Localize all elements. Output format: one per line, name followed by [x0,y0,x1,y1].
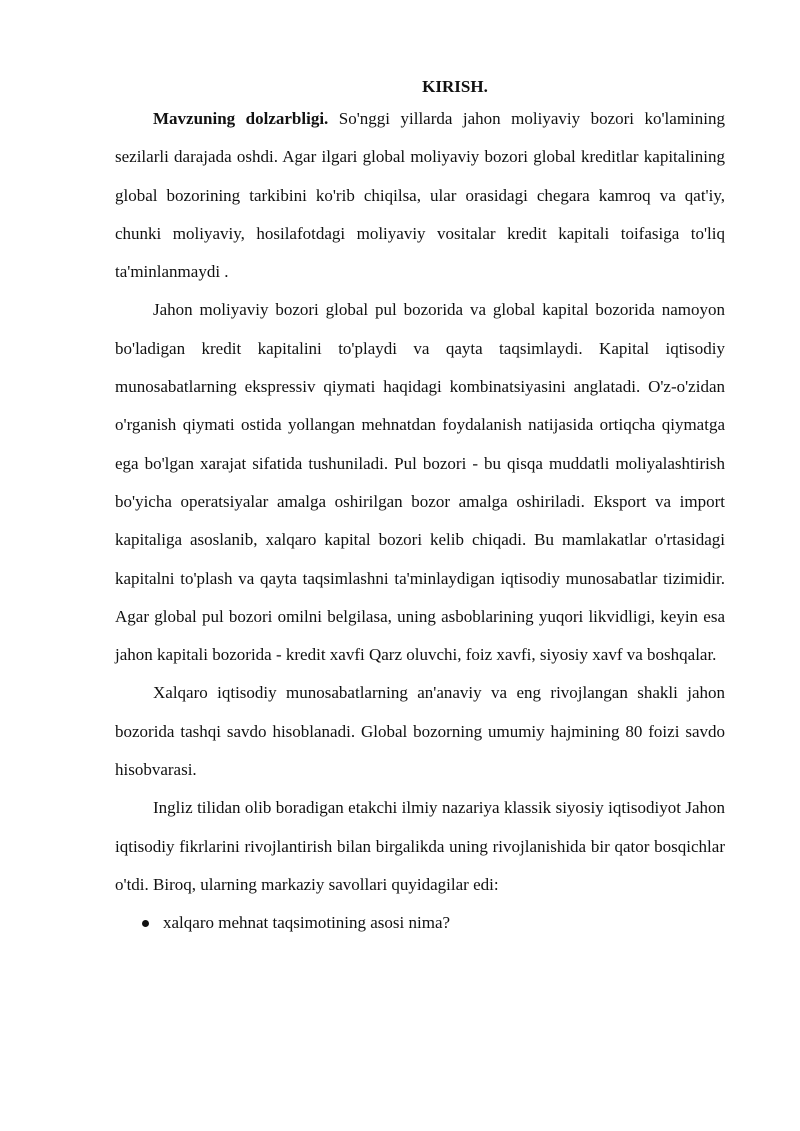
document-title: KIRISH. [422,77,488,96]
paragraph-text: So'nggi yillarda jahon moliyaviy bozori ko'lamining sezilarli darajada oshdi. Agar ilgari global moliyaviy bozori global kreditlar kapitalining global bozorining tarkibini ko'rib chiqilsa, ular orasidagi chegara kamroq va qat'iy, chunki moliyaviy, hosilafotdagi moliyaviy vositalar kredit kapitali toifasiga to'liq ta'minlanmaydi . [115,109,725,282]
paragraph-lead: Mavzuning dolzarbligi. [153,109,329,128]
paragraph-2: Jahon moliyaviy bozori global pul bozorida va global kapital bozorida namoyon bo'ladigan kredit kapitalini to'playdi va qayta taqsimlaydi. Kapital iqtisodiy munosabatlarning ekspressiv qiymati haqidagi kombinatsiyasini anglatadi. O'z-o'zidan o'rganish qiymati ostida yollangan mehnatdan foydalanish natijasida ortiqcha qiymatga ega bo'lgan xarajat sifatida tushuniladi. Pul bozori - bu qisqa muddatli moliyalashtirish bo'yicha operatsiyalar amalga oshirilgan bozor amalga oshiriladi. Eksport va import kapitaliga asoslanib, xalqaro kapital bozori kelib chiqadi. Bu mamlakatlar o'rtasidagi kapitalni to'plash va qayta taqsimlashni ta'minlaydigan iqtisodiy munosabatlar tizimidir. Agar global pul bozori omilni belgilasa, uning asboblarining yuqori likvidligi, keyin esa jahon kapitali bozorida - kredit xavfi Qarz oluvchi, foiz xavfi, siyosiy xavf va boshqalar. [115,300,725,665]
list-item-text: xalqaro mehnat taqsimotining asosi nima? [163,913,451,933]
paragraph-1 [115,100,725,291]
bullet-icon [142,920,149,927]
paragraph-4: Ingliz tilidan olib boradigan etakchi ilmiy nazariya klassik siyosiy iqtisodiyot Jahon iqtisodiy fikrlarini rivojlantirish bilan birgalikda uning rivojlanishida bir qator bosqichlar o'tdi. Biroq, ularning markaziy savollari quyidagilar edi: [115,798,725,894]
document-page [115,74,725,943]
paragraph-3: Xalqaro iqtisodiy munosabatlarning an'anaviy va eng rivojlangan shakli jahon bozorida tashqi savdo hisoblanadi. Global bozorning umumiy hajmining 80 foizi savdo hisobvarasi. [115,683,725,780]
list-item [115,904,725,942]
bullet-list [115,904,725,942]
